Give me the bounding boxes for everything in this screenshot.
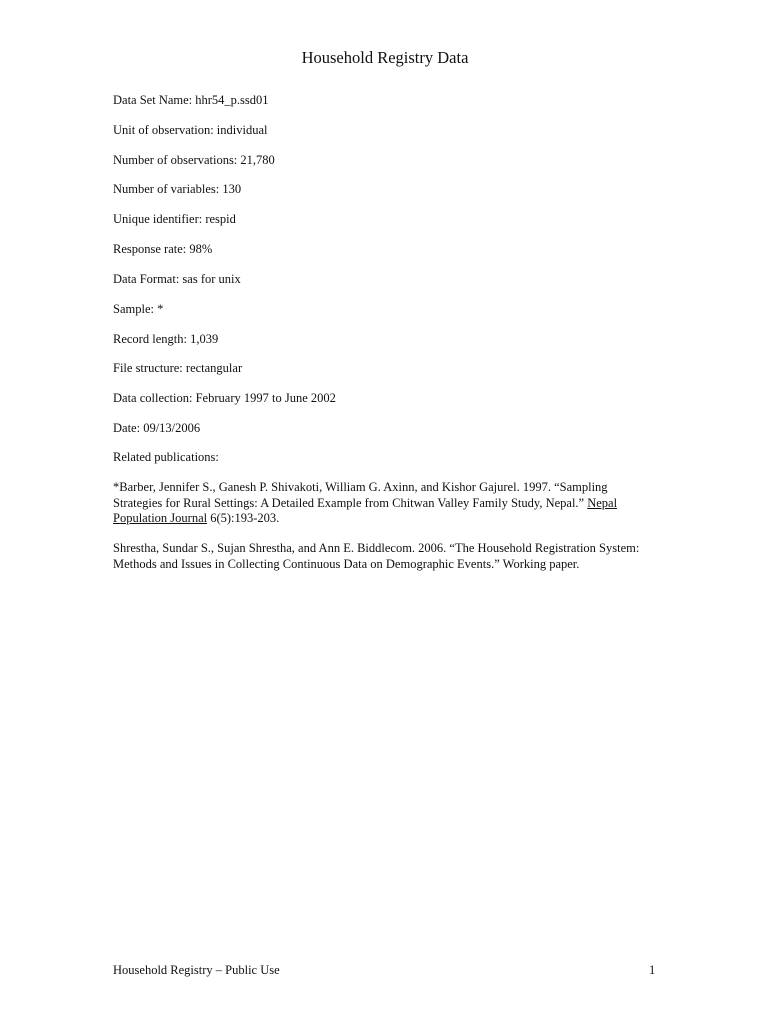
citation-barber	[113, 480, 643, 527]
field-unique-identifier: Unique identifier: respid	[113, 212, 236, 226]
footer-label: Household Registry – Public Use	[113, 963, 280, 977]
field-unit-of-observation: Unit of observation: individual	[113, 123, 268, 137]
field-response-rate: Response rate: 98%	[113, 242, 213, 256]
field-sample: Sample: *	[113, 302, 164, 316]
journal-name: Nepal	[587, 495, 618, 510]
citation-line: Shrestha, Sundar S., Sujan Shrestha, and Ann E. Biddlecom. 2006. “The Household Registration System:	[113, 541, 640, 555]
page-number: 1	[649, 963, 656, 977]
field-data-collection: Data collection: February 1997 to June 2002	[113, 391, 336, 405]
citation-line: *Barber, Jennifer S., Ganesh P. Shivakoti, William G. Axinn, and Kishor Gajurel. 1997. “Sampling	[113, 480, 608, 494]
page-title: Household Registry Data	[301, 48, 469, 67]
related-publications-heading: Related publications:	[113, 450, 219, 464]
field-number-of-observations: Number of observations: 21,780	[113, 153, 275, 167]
field-data-set-name: Data Set Name: hhr54_p.ssd01	[113, 93, 269, 107]
journal-name: Population Journal	[113, 511, 208, 526]
field-file-structure: File structure: rectangular	[113, 361, 243, 375]
citation-line	[113, 496, 643, 512]
citation-text: 6(5):193-203.	[207, 511, 280, 526]
citation-text: Strategies for Rural Settings: A Detailed Example from Chitwan Valley Family Study, Nepal.”	[113, 495, 588, 510]
citation-shrestha	[113, 541, 643, 572]
field-date: Date: 09/13/2006	[113, 421, 201, 435]
field-number-of-variables: Number of variables: 130	[113, 182, 242, 196]
field-record-length: Record length: 1,039	[113, 332, 219, 346]
field-data-format: Data Format: sas for unix	[113, 272, 241, 286]
citation-line	[113, 511, 643, 527]
citation-line: Methods and Issues in Collecting Continuous Data on Demographic Events.” Working paper.	[113, 556, 580, 571]
